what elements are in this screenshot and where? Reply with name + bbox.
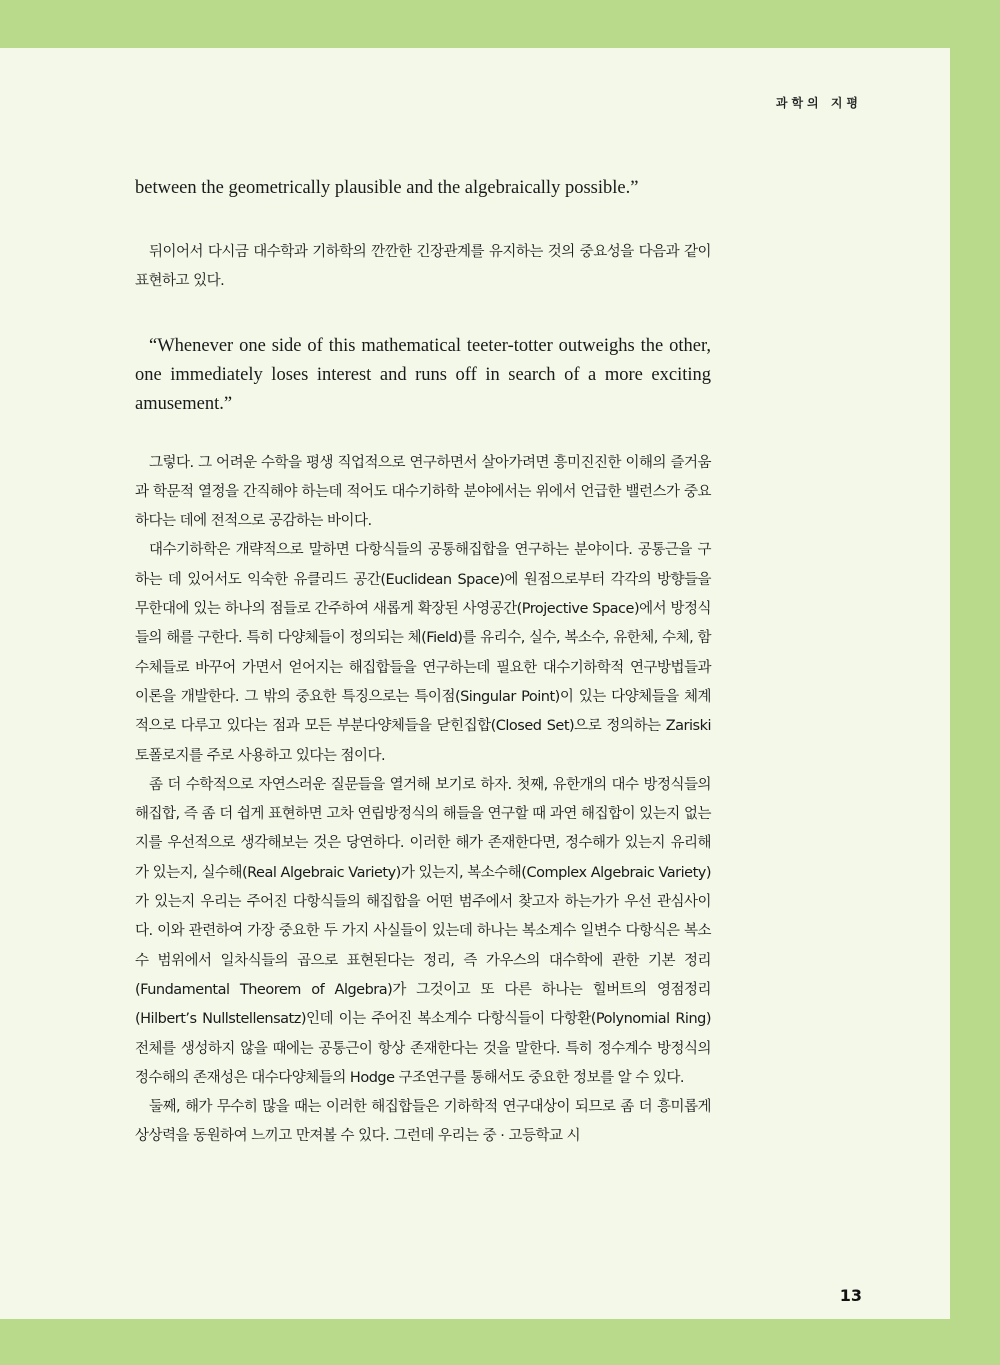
paragraph-balance: 그렇다. 그 어려운 수학을 평생 직업적으로 연구하면서 살아가려면 흥미진진한 이해의 즐거움과 학문적 열정을 간직해야 하는데 적어도 대수기하학 분야에서는 위에서 언급한 밸런스가 중요하다는 데에 전적으로 공감하는 바이다. — [135, 454, 711, 530]
paragraph-algebraic-geometry: 대수기하학은 개략적으로 말하면 다항식들의 공통해집합을 연구하는 분야이다. 공통근을 구하는 데 있어서도 익숙한 유클리드 공간(Euclidean Space)에 원점으로부터 각각의 방향들을 무한대에 있는 하나의 점들로 간주하여 새롭게 확장된 사영공간(Projective Space)에서 방정식들의 해를 구한다. 특히 다양체들이 정의되는 체(Field)를 유리수, 실수, 복소수, 유한체, 수체, 함수체들로 바꾸어 가면서 얻어지는 해집합들을 연구하는데 필요한 대수기하학적 연구방법들과 이론을 개발한다. 그 밖의 중요한 특징으로는 특이점(Singular Point)이 있는 다양체들을 체계적으로 다루고 있다는 점과 모든 부분다양체들을 닫힌집합(Closed Set)으로 정의하는 Zariski 토폴로지를 주로 사용하고 있다는 점이다. — [135, 542, 711, 764]
running-header: 과학의 지평 — [775, 96, 862, 110]
paragraph-first-question: 좀 더 수학적으로 자연스러운 질문들을 열거해 보기로 하자. 첫째, 유한개의 대수 방정식들의 해집합, 즉 좀 더 쉽게 표현하면 고차 연립방정식의 해들을 연구할 때 과연 해집합이 있는지 없는지를 우선적으로 생각해보는 것은 당연하다. 이러한 해가 존재한다면, 정수해가 있는지 유리해가 있는지, 실수해(Real Algebraic Variety)가 있는지, 복소수해(Complex Algebraic Variety)가 있는지 우리는 주어진 다항식들의 해집합을 어떤 범주에서 찾고자 하는가가 우선 관심사이다. 이와 관련하여 가장 중요한 두 가지 사실들이 있는데 하나는 복소계수 일변수 다항식은 복소수 범위에서 일차식들의 곱으로 표현된다는 정리, 즉 가우스의 대수학에 관한 기본 정리(Fundamental Theorem of Algebra)가 그것이고 또 다른 하나는 힐버트의 영점정리(Hilbert’s Nullstellensatz)인데 이는 주어진 복소계수 다항식들이 다항환(Polynomial Ring) 전체를 생성하지 않을 때에는 공통근이 항상 존재한다는 것을 말한다. 특히 정수계수 방정식의 정수해의 존재성은 대수다양체들의 Hodge 구조연구를 통해서도 중요한 정보를 알 수 있다. — [135, 776, 711, 1086]
paragraph-intro: 뒤이어서 다시금 대수학과 기하학의 깐깐한 긴장관계를 유지하는 것의 중요성을 다음과 같이 표현하고 있다. — [135, 244, 711, 290]
paragraph-second-question: 둘째, 해가 무수히 많을 때는 이러한 해집합들은 기하학적 연구대상이 되므로 좀 더 흥미롭게 상상력을 동원하여 느끼고 만져볼 수 있다. 그런데 우리는 중 · 고등학교 시 — [135, 1099, 711, 1145]
page — [0, 48, 950, 1319]
body-text — [135, 174, 711, 1152]
quote-teeter-totter: “Whenever one side of this mathematical teeter-totter outweighs the other, one immediately loses interest and runs off in search of a more exciting amusement.” — [135, 335, 711, 414]
quote-ending: between the geometrically plausible and the algebraically possible.” — [135, 178, 639, 198]
page-number: 13 — [839, 1286, 862, 1305]
